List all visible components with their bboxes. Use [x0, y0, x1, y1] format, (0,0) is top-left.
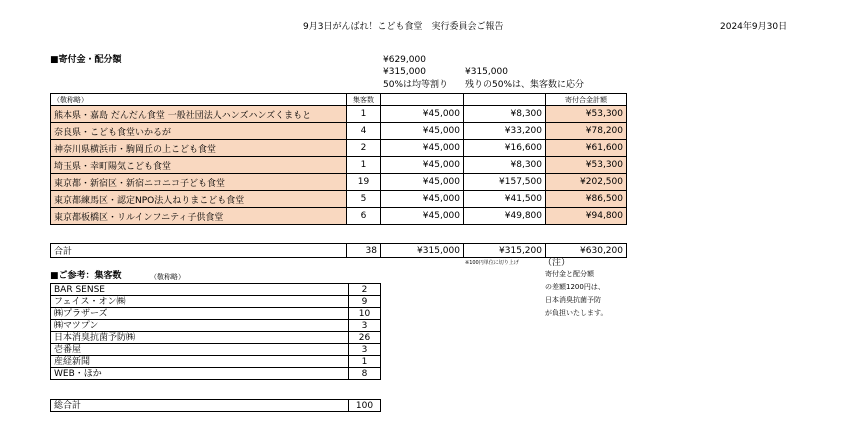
- visitor-table: [50, 283, 381, 380]
- org-name: 奈良県・こども食堂いかるが: [51, 123, 347, 140]
- list-item: [51, 308, 381, 320]
- note-line: が負担いたします。: [545, 309, 608, 317]
- column-header: 寄付合金計額: [546, 94, 627, 106]
- note-line: 寄付金と配分額: [545, 270, 594, 278]
- table-row: [51, 174, 627, 191]
- donation-total: ¥202,500: [546, 174, 627, 191]
- grand-total: ¥630,200: [546, 244, 627, 258]
- total-amount: ¥629,000: [383, 55, 426, 65]
- visitor-heading: ■ご参考：集客数: [50, 271, 122, 281]
- total-count: 38: [347, 244, 381, 258]
- list-item: [51, 344, 381, 356]
- source-count: 8: [349, 368, 381, 380]
- total-equal: ¥315,000: [381, 244, 464, 258]
- donation-heading: ■寄付金・配分額: [50, 55, 122, 65]
- visitor-total-row: [51, 400, 381, 412]
- table-row: [51, 191, 627, 208]
- column-header: 集客数: [347, 94, 381, 106]
- donation-total: ¥61,600: [546, 140, 627, 157]
- list-item: [51, 356, 381, 368]
- visitor-count: 1: [347, 157, 381, 174]
- org-name: 神奈川県横浜市・駒岡丘の上こども食堂: [51, 140, 347, 157]
- equal-share: ¥45,000: [381, 106, 464, 123]
- org-name: 熊本県・嘉島 だんだん食堂 一般社団法人ハンズハンズくまもと: [51, 106, 347, 123]
- equal-share: ¥45,000: [381, 140, 464, 157]
- half-amount-a: ¥315,000: [383, 67, 426, 77]
- rounding-footnote: ※100円単位に切り上げ: [465, 260, 519, 266]
- proportional-share: ¥49,800: [464, 208, 546, 225]
- source-count: 10: [349, 308, 381, 320]
- donation-total: ¥53,300: [546, 157, 627, 174]
- column-header: （敬称略）: [51, 94, 347, 106]
- note-line: 日本消臭抗菌予防: [545, 296, 601, 304]
- table-row: [51, 106, 627, 123]
- note-proportional: 残りの50%は、集客数に応分: [465, 80, 585, 90]
- donation-total: ¥78,200: [546, 123, 627, 140]
- proportional-share: ¥8,300: [464, 106, 546, 123]
- list-item: [51, 284, 381, 296]
- source-count: 3: [349, 320, 381, 332]
- equal-share: ¥45,000: [381, 191, 464, 208]
- equal-share: ¥45,000: [381, 123, 464, 140]
- proportional-share: ¥16,600: [464, 140, 546, 157]
- table-row: [51, 140, 627, 157]
- visitor-count: 4: [347, 123, 381, 140]
- visitor-count: 19: [347, 174, 381, 191]
- source-name: 日本消臭抗菌予防㈱: [51, 332, 349, 344]
- proportional-share: ¥157,500: [464, 174, 546, 191]
- table-header-row: [51, 94, 627, 106]
- proportional-share: ¥8,300: [464, 157, 546, 174]
- visitor-count: 5: [347, 191, 381, 208]
- source-count: 26: [349, 332, 381, 344]
- donation-total: ¥86,500: [546, 191, 627, 208]
- source-name: WEB・ほか: [51, 368, 349, 380]
- list-item: [51, 332, 381, 344]
- source-name: BAR SENSE: [51, 284, 349, 296]
- source-count: 3: [349, 344, 381, 356]
- note-line: の差額1200円は、: [545, 283, 605, 291]
- half-amount-b: ¥315,000: [465, 67, 508, 77]
- document-date: 2024年9月30日: [720, 22, 788, 32]
- source-name: 産経新聞: [51, 356, 349, 368]
- column-header: [464, 94, 546, 106]
- source-name: 壱番屋: [51, 344, 349, 356]
- note-equal: 50%は均等割り: [383, 80, 449, 90]
- table-row: [51, 157, 627, 174]
- column-header: [381, 94, 464, 106]
- visitor-count: 1: [347, 106, 381, 123]
- source-name: フェイス・オン㈱: [51, 296, 349, 308]
- source-count: 2: [349, 284, 381, 296]
- total-row: [51, 244, 627, 258]
- visitor-total-table: [50, 399, 381, 412]
- document-title: 9月3日がんばれ！こども食堂 実行委員会ご報告: [303, 22, 504, 32]
- source-name: ㈱プラザーズ: [51, 308, 349, 320]
- visitor-subheading: （敬称略）: [150, 273, 185, 281]
- visitor-total-count: 100: [349, 400, 381, 412]
- donation-table: [50, 93, 627, 225]
- donation-total-table: [50, 243, 627, 258]
- visitor-count: 2: [347, 140, 381, 157]
- org-name: 東京都・新宿区・新宿ニコニコ子ども食堂: [51, 174, 347, 191]
- equal-share: ¥45,000: [381, 208, 464, 225]
- donation-total: ¥94,800: [546, 208, 627, 225]
- total-proportional: ¥315,200: [464, 244, 546, 258]
- org-name: 東京都練馬区・認定NPO法人ねりまこども食堂: [51, 191, 347, 208]
- org-name: 東京都板橋区・リルインフニティ子供食堂: [51, 208, 347, 225]
- equal-share: ¥45,000: [381, 174, 464, 191]
- list-item: [51, 320, 381, 332]
- table-row: [51, 123, 627, 140]
- list-item: [51, 368, 381, 380]
- donation-total: ¥53,300: [546, 106, 627, 123]
- org-name: 埼玉県・幸町陽気こども食堂: [51, 157, 347, 174]
- visitor-total-label: 総合計: [51, 400, 349, 412]
- source-count: 1: [349, 356, 381, 368]
- equal-share: ¥45,000: [381, 157, 464, 174]
- visitor-count: 6: [347, 208, 381, 225]
- note-title: （注）: [543, 258, 571, 268]
- source-name: ㈱マツプン: [51, 320, 349, 332]
- proportional-share: ¥41,500: [464, 191, 546, 208]
- source-count: 9: [349, 296, 381, 308]
- table-row: [51, 208, 627, 225]
- list-item: [51, 296, 381, 308]
- proportional-share: ¥33,200: [464, 123, 546, 140]
- total-label: 合計: [51, 244, 347, 258]
